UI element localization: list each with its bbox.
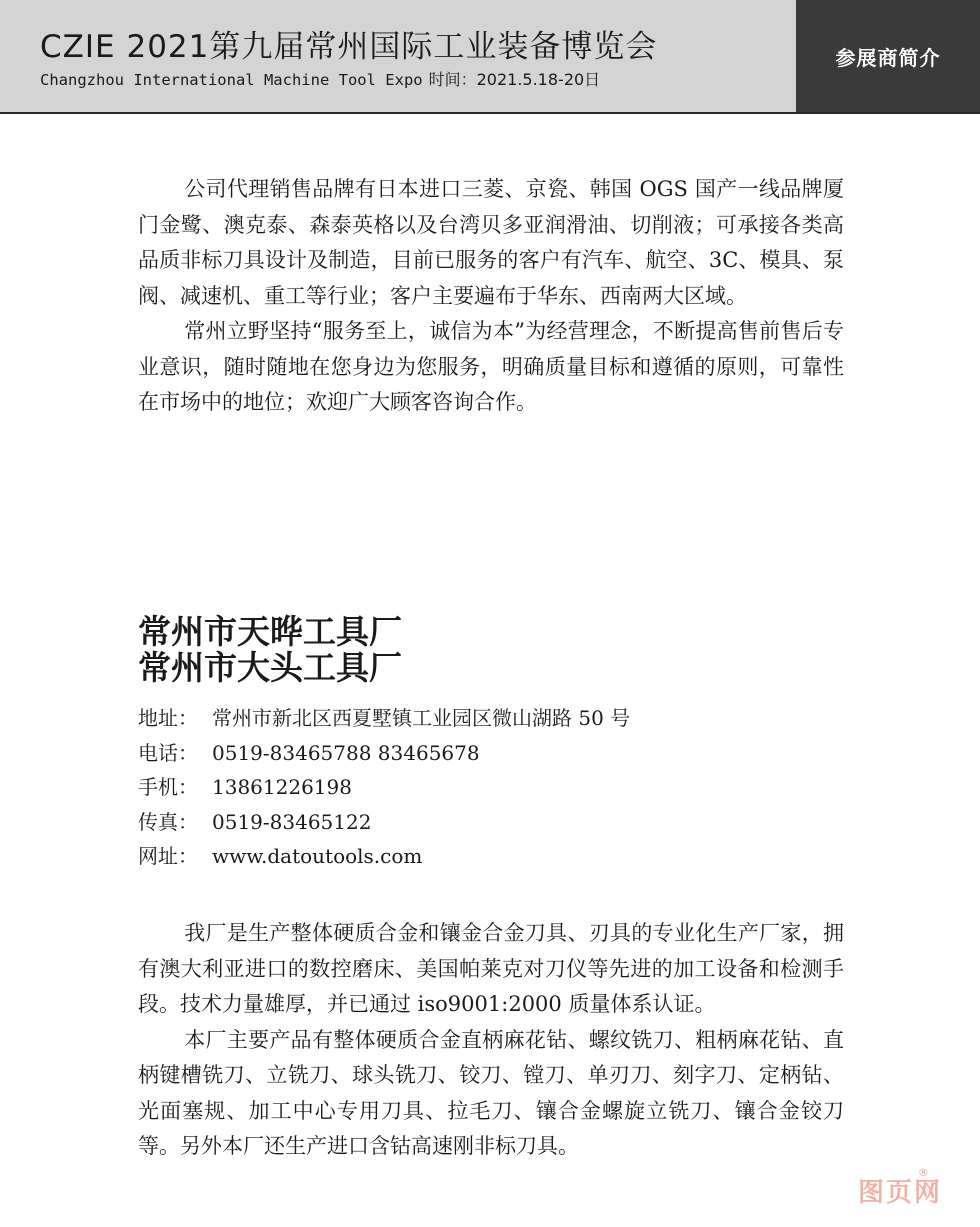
header-title-band <box>0 0 796 112</box>
company-description <box>138 916 844 1165</box>
company-name-2: 常州市大头工具厂 <box>138 648 402 687</box>
contact-value: 0519-83465122 <box>212 809 372 834</box>
contact-row-phone <box>138 736 844 771</box>
registered-mark-icon: ® <box>918 1166 929 1179</box>
contact-value: 13861226198 <box>212 775 352 799</box>
expo-subtitle <box>40 70 600 90</box>
company-name-1: 常州市天晔工具厂 <box>138 612 402 651</box>
company-heading <box>138 614 844 686</box>
contact-list <box>138 701 844 874</box>
section-label: 参展商简介 <box>835 46 941 70</box>
contact-row-address <box>138 701 844 736</box>
contact-row-mobile <box>138 770 844 805</box>
contact-value: 0519-83465788 83465678 <box>212 740 480 765</box>
intro-text <box>138 172 844 421</box>
expo-dates: 时间：2021.5.18-20日 <box>428 70 601 89</box>
description-paragraph: 我厂是生产整体硬质合金和镶金合金刀具、刃具的专业化生产厂家，拥有澳大利亚进口的数控磨床、美国帕莱克对刀仪等先进的加工设备和检测手段。技术力量雄厚，并已通过 iso9001:2000 质量体系认证。 <box>138 921 844 1016</box>
watermark-logo: 图页网 <box>858 1178 943 1208</box>
contact-label: 网址： <box>138 844 198 868</box>
intro-paragraph: 公司代理销售品牌有日本进口三菱、京瓷、韩国 OGS 国产一线品牌厦门金鹭、澳克泰、森泰英格以及台湾贝多亚润滑油、切削液；可承接各类高品质非标刀具设计及制造，目前已服务的客户有汽车、航空、3C、模具、泵阀、减速机、重工等行业；客户主要遍布于华东、西南两大区域。 <box>138 177 844 308</box>
contact-row-website <box>138 839 844 874</box>
header-divider <box>0 112 980 114</box>
contact-label: 传真： <box>138 809 198 834</box>
contact-row-fax <box>138 805 844 840</box>
intro-paragraph: 常州立野坚持“服务至上，诚信为本”为经营理念，不断提高售前售后专业意识，随时随地在您身边为您服务，明确质量目标和遵循的原则，可靠性在市场中的地位；欢迎广大顾客咨询合作。 <box>138 319 844 414</box>
contact-label: 地址： <box>138 706 198 730</box>
contact-label: 手机： <box>138 775 198 799</box>
expo-english-name: Changzhou International Machine Tool Expo <box>40 71 423 89</box>
contact-label: 电话： <box>138 740 198 765</box>
page-header <box>0 0 980 112</box>
contact-value: 常州市新北区西夏墅镇工业园区微山湖路 50 号 <box>212 706 631 730</box>
description-paragraph: 本厂主要产品有整体硬质合金直柄麻花钻、螺纹铣刀、粗柄麻花钻、直柄键槽铣刀、立铣刀、球头铣刀、铰刀、镗刀、单刃刀、刻字刀、定柄钻、光面塞规、加工中心专用刀具、拉毛刀、镶合金螺旋立铣刀、镶合金铰刀等。另外本厂还生产进口含钴高速刚非标刀具。 <box>138 1027 844 1158</box>
expo-title: CZIE 2021第九届常州国际工业装备博览会 <box>40 29 658 65</box>
contact-value: www.datoutools.com <box>212 844 423 868</box>
